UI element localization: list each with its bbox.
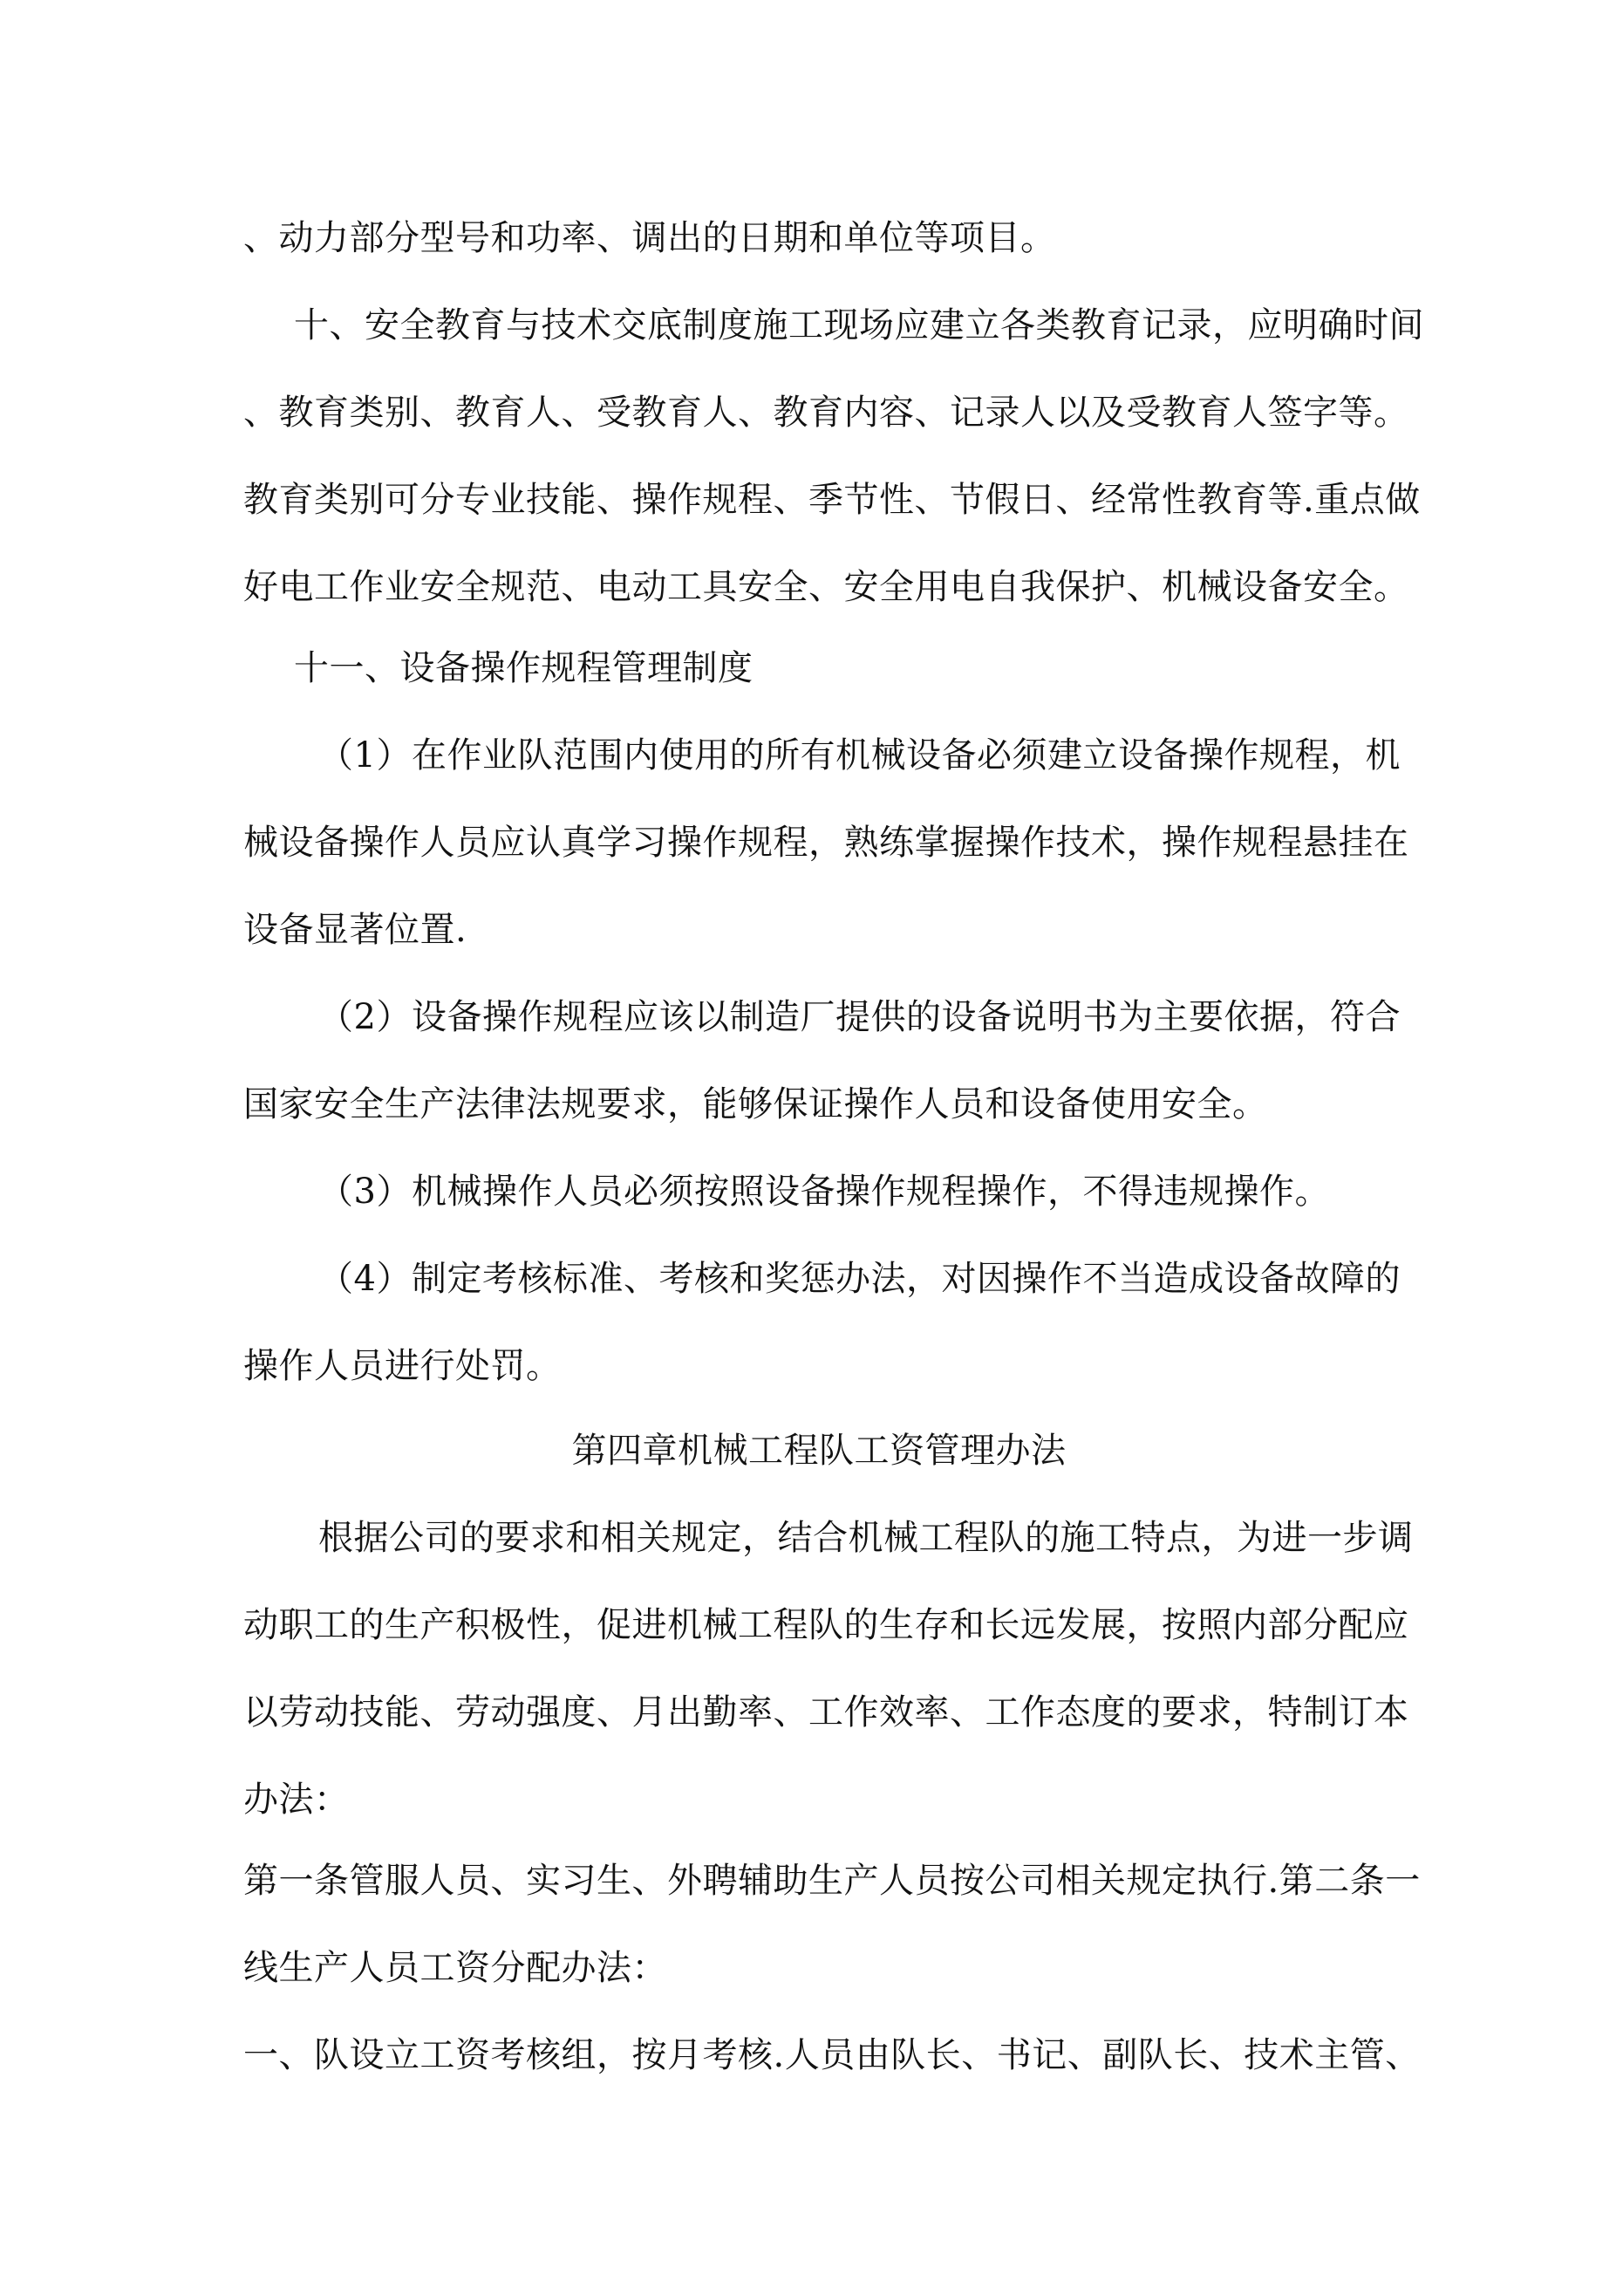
body-text-line: 教育类别可分专业技能、操作规程、季节性、节假日、经常性教育等.重点做 [243,480,1421,520]
body-text-line: 动职工的生产积极性，促进机械工程队的生存和长远发展，按照内部分配应 [243,1605,1409,1645]
body-text-line: 好电工作业安全规范、电动工具安全、安全用电自我保护、机械设备安全。 [243,567,1409,607]
chapter-title: 第四章机械工程队工资管理办法 [571,1431,1067,1471]
list-item-2-text: （2）设备操作规程应该以制造厂提供的设备说明书为主要依据，符合 [318,997,1401,1037]
body-text-line: 一、队设立工资考核组，按月考核.人员由队长、书记、副队长、技术主管、 [243,2035,1421,2075]
body-text-line: 、教育类别、教育人、受教育人、教育内容、记录人以及受教育人签字等。 [243,393,1409,433]
body-text-line: 械设备操作人员应认真学习操作规程，熟练掌握操作技术，操作规程悬挂在 [243,823,1409,863]
body-text-line: 设备显著位置. [243,910,467,950]
body-text-line: 线生产人员工资分配办法： [243,1948,667,1988]
body-text-line: 以劳动技能、劳动强度、月出勤率、工作效率、工作态度的要求，特制订本 [243,1692,1409,1732]
list-item-3-text: （3）机械操作人员必须按照设备操作规程操作，不得违规操作。 [318,1172,1330,1212]
section-heading-ten: 十、安全教育与技术交底制度施工现场应建立各类教育记录，应明确时间 [294,305,1424,345]
body-text-line: 操作人员进行处罚。 [243,1346,562,1386]
body-text-line: 根据公司的要求和相关规定，结合机械工程队的施工特点，为进一步调 [318,1518,1414,1558]
list-item-4-text: （4）制定考核标准、考核和奖惩办法，对因操作不当造成设备故障的 [318,1259,1401,1299]
body-text-line: 国家安全生产法律法规要求，能够保证操作人员和设备使用安全。 [243,1084,1268,1124]
section-heading-eleven: 十一、设备操作规程管理制度 [294,648,754,688]
body-text-line: 办法： [243,1780,350,1820]
body-text-line: 、动力部分型号和功率、调出的日期和单位等项目。 [243,218,1056,258]
article-text-line: 第一条管服人员、实习生、外聘辅助生产人员按公司相关规定执行.第二条一 [243,1861,1421,1901]
list-item-1-text: （1）在作业队范围内使用的所有机械设备必须建立设备操作规程，机 [318,735,1401,776]
